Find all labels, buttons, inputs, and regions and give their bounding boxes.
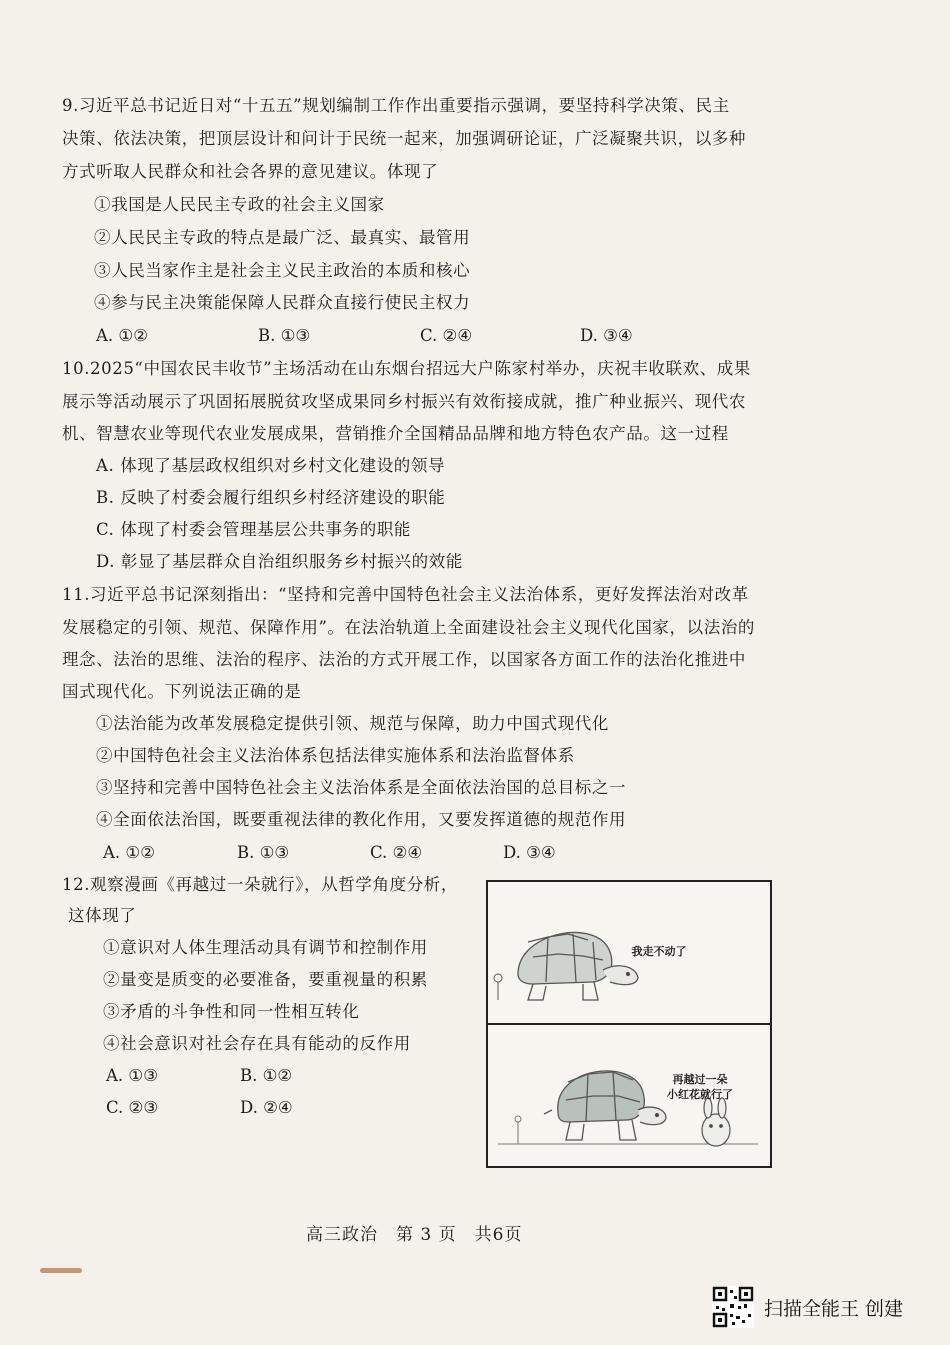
q11-stem-line-1: 11.习近平总书记深刻指出：“坚持和完善中国特色社会主义法治体系，更好发挥法治对改革 bbox=[62, 585, 749, 604]
q11-option-d[interactable]: D. ③④ bbox=[503, 843, 556, 862]
q9-item-1: ①我国是人民民主专政的社会主义国家 bbox=[94, 195, 385, 214]
q10-choice-d[interactable]: D. 彰显了基层群众自治组织服务乡村振兴的效能 bbox=[96, 552, 463, 571]
qr-code-icon bbox=[712, 1286, 754, 1328]
q11-option-a[interactable]: A. ①② bbox=[103, 843, 155, 862]
q9-option-c[interactable]: C. ②④ bbox=[420, 326, 473, 345]
q12-option-c[interactable]: C. ②③ bbox=[106, 1098, 159, 1117]
q12-stem-line-2: 这体现了 bbox=[68, 906, 137, 925]
turtle-walking-icon bbox=[544, 1071, 666, 1140]
q12-item-2: ②量变是质变的必要准备，要重视量的积累 bbox=[103, 970, 428, 989]
q9-option-a[interactable]: A. ①② bbox=[96, 326, 148, 345]
q10-choice-b[interactable]: B. 反映了村委会履行组织乡村经济建设的职能 bbox=[96, 488, 446, 507]
q11-option-b[interactable]: B. ①③ bbox=[237, 843, 290, 862]
q9-option-b[interactable]: B. ①③ bbox=[258, 326, 311, 345]
q11-item-2: ②中国特色社会主义法治体系包括法律实施体系和法治监督体系 bbox=[96, 746, 575, 765]
q12-option-b[interactable]: B. ①② bbox=[240, 1066, 293, 1085]
q11-item-1: ①法治能为改革发展稳定提供引领、规范与保障，助力中国式现代化 bbox=[96, 714, 609, 733]
q9-item-2: ②人民民主专政的特点是最广泛、最真实、最管用 bbox=[94, 228, 471, 247]
rabbit-icon bbox=[702, 1098, 730, 1146]
q11-stem-line-2: 发展稳定的引领、规范、保障作用”。在法治轨道上全面建设社会主义现代化国家，以法治的 bbox=[62, 618, 756, 637]
q11-option-c[interactable]: C. ②④ bbox=[370, 843, 423, 862]
q10-choice-c[interactable]: C. 体现了村委会管理基层公共事务的职能 bbox=[96, 520, 412, 539]
comic-figure bbox=[486, 880, 772, 1168]
panel1-speech-bubble: 我走不动了 bbox=[631, 945, 687, 958]
scanner-watermark bbox=[712, 1286, 903, 1328]
q9-item-4: ④参与民主决策能保障人民群众直接行使民主权力 bbox=[94, 293, 471, 312]
q9-stem-line-2: 决策、依法决策，把顶层设计和问计于民统一起来，加强调研论证，广泛凝聚共识，以多种 bbox=[62, 129, 746, 148]
q9-option-d[interactable]: D. ③④ bbox=[580, 326, 633, 345]
q10-choice-a[interactable]: A. 体现了基层政权组织对乡村文化建设的领导 bbox=[96, 456, 446, 475]
q10-stem-line-3: 机、智慧农业等现代农业发展成果，营销推介全国精品品牌和地方特色农产品。这一过程 bbox=[62, 424, 729, 443]
flower-icon bbox=[494, 974, 502, 1000]
q9-stem-line-1: 9.习近平总书记近日对“十五五”规划编制工作作出重要指示强调，要坚持科学决策、民主 bbox=[62, 96, 730, 115]
q11-item-3: ③坚持和完善中国特色社会主义法治体系是全面依法治国的总目标之一 bbox=[96, 778, 627, 797]
q11-stem-line-4: 国式现代化。下列说法正确的是 bbox=[62, 682, 302, 701]
q12-item-4: ④社会意识对社会存在具有能动的反作用 bbox=[103, 1034, 411, 1053]
q12-item-3: ③矛盾的斗争性和同一性相互转化 bbox=[103, 1002, 360, 1021]
q12-item-1: ①意识对人体生理活动具有调节和控制作用 bbox=[103, 938, 428, 957]
q10-stem-line-2: 展示等活动展示了巩固拓展脱贫攻坚成果同乡村振兴有效衔接成就，推广种业振兴、现代农 bbox=[62, 392, 746, 411]
q12-stem-line-1: 12.观察漫画《再越过一朵就行》，从哲学角度分析， bbox=[62, 875, 458, 894]
comic-drawing bbox=[488, 882, 770, 1166]
q12-option-d[interactable]: D. ②④ bbox=[240, 1098, 293, 1117]
q9-item-3: ③人民当家作主是社会主义民主政治的本质和核心 bbox=[94, 261, 471, 280]
q11-stem-line-3: 理念、法治的思维、法治的程序、法治的方式开展工作，以国家各方面工作的法治化推进中 bbox=[62, 650, 746, 669]
turtle-tired-icon bbox=[518, 932, 638, 1000]
q10-stem-line-1: 10.2025“中国农民丰收节”主场活动在山东烟台招远大户陈家村举办，庆祝丰收联欢、成果 bbox=[62, 359, 752, 378]
scan-stain bbox=[40, 1268, 82, 1273]
watermark-text: 扫描全能王 创建 bbox=[764, 1297, 904, 1320]
page-footer: 高三政治 第 3 页 共6页 bbox=[306, 1225, 523, 1245]
panel2-speech-bubble-line-1: 再越过一朵 bbox=[672, 1073, 728, 1086]
q12-option-a[interactable]: A. ①③ bbox=[106, 1066, 158, 1085]
q11-item-4: ④全面依法治国，既要重视法律的教化作用，又要发挥道德的规范作用 bbox=[96, 810, 627, 829]
panel2-speech-bubble-line-2: 小红花就行了 bbox=[667, 1088, 733, 1101]
q9-stem-line-3: 方式听取人民群众和社会各界的意见建议。体现了 bbox=[62, 162, 439, 181]
